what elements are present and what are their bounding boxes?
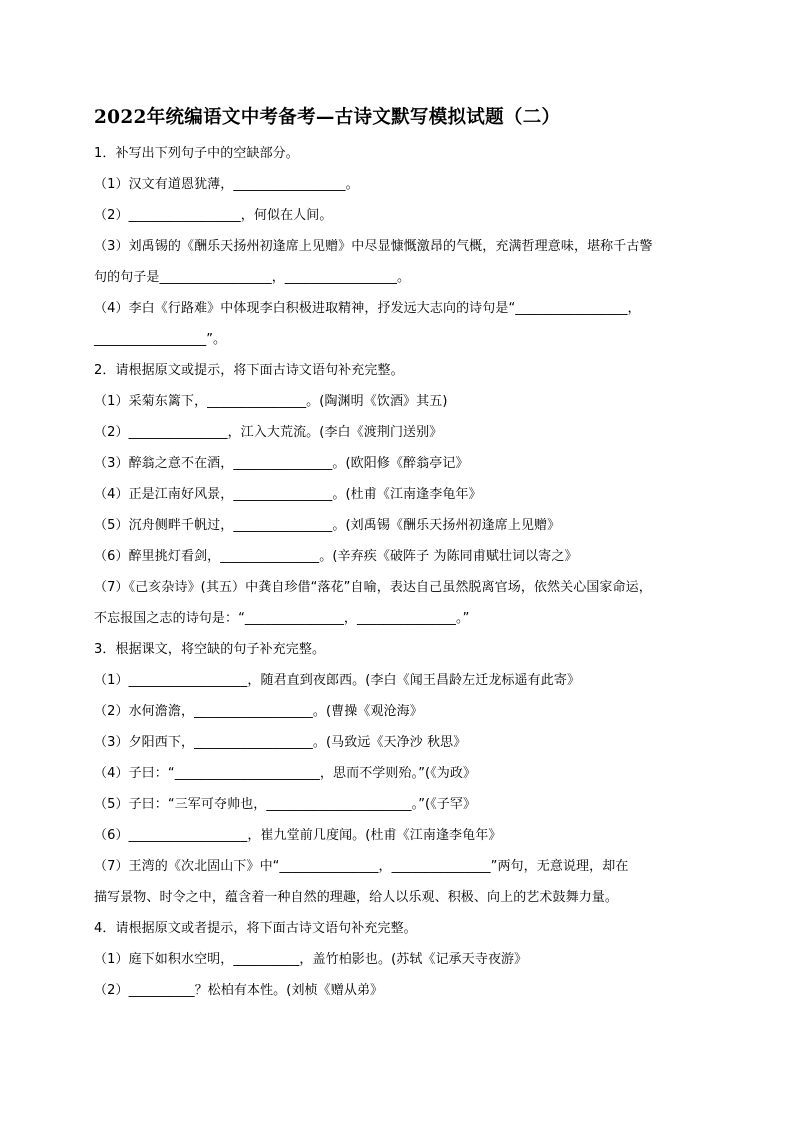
- question-4-heading: 4．请根据原文或者提示，将下面古诗文语句补充完整。: [94, 921, 417, 936]
- question-3-item-5: （5）子曰：“三军可夺帅也，______________________。”(《子罕》: [94, 797, 477, 812]
- question-2-item-6: （6）醉里挑灯看剑，_______________。(辛弃疾《破阵子 为陈同甫赋壮词以寄之》: [94, 549, 578, 564]
- question-4-item-2: （2）__________？松柏有本性。(刘桢《赠从弟》: [94, 983, 384, 998]
- question-1-item-4-continued: _________________”。: [94, 332, 227, 347]
- question-2-item-7: （7）《己亥杂诗》(其五）中龚自珍借“落花”自喻，表达自己虽然脱离官场，依然关心国家命运，: [94, 580, 652, 595]
- question-2-item-4: （4）正是江南好风景，_______________。(杜甫《江南逢李龟年》: [94, 487, 482, 502]
- question-1-item-4: （4）李白《行路难》中体现李白积极进取精神，抒发远大志向的诗句是“_________________，: [94, 301, 641, 316]
- question-1-item-3-continued: 句的句子是_________________，_________________。: [94, 270, 411, 285]
- question-2-heading: 2．请根据原文或提示，将下面古诗文语句补充完整。: [94, 363, 404, 378]
- question-3-item-3: （3）夕阳西下，__________________。(马致远《天净沙 秋思》: [94, 735, 467, 750]
- page-title: 2022年统编语文中考备考—古诗文默写模拟试题（二）: [94, 107, 561, 128]
- question-1-heading: 1．补写出下列句子中的空缺部分。: [94, 146, 299, 161]
- question-3-item-6: （6）__________________，崔九堂前几度闻。(杜甫《江南逢李龟年》: [94, 828, 502, 843]
- question-3-item-1: （1）__________________，随君直到夜郎西。(李白《闻王昌龄左迁龙标遥有此寄》: [94, 673, 581, 688]
- question-3-heading: 3．根据课文，将空缺的句子补充完整。: [94, 642, 326, 657]
- question-2-item-3: （3）醉翁之意不在酒，_______________。(欧阳修《醉翁亭记》: [94, 456, 469, 471]
- question-3-item-7: （7）王湾的《次北固山下》中“_______________，_______________”两句，无意说理，却在: [94, 859, 629, 874]
- question-1-item-2: （2）_________________，何似在人间。: [94, 208, 333, 223]
- question-1-item-3: （3）刘禹锡的《酬乐天扬州初逢席上见赠》中尽显慷慨激昂的气概，充满哲理意味，堪称千古警: [94, 239, 653, 254]
- question-1-item-1: （1）汉文有道恩犹薄，_________________。: [94, 177, 359, 192]
- question-3-item-7-continued: 描写景物、时令之中，蕴含着一种自然的理趣，给人以乐观、积极、向上的艺术鼓舞力量。: [94, 890, 619, 905]
- question-2-item-5: （5）沉舟侧畔千帆过，_______________。(刘禹锡《酬乐天扬州初逢席上见赠》: [94, 518, 561, 533]
- question-2-item-1: （1）采菊东篱下，_______________。(陶渊明《饮酒》其五): [94, 394, 448, 409]
- question-3-item-2: （2）水何澹澹，__________________。(曹操《观沧海》: [94, 704, 423, 719]
- question-2-item-7-continued: 不忘报国之志的诗句是：“_______________，_______________。”: [94, 611, 470, 626]
- question-2-item-2: （2）_______________，江入大荒流。(李白《渡荆门送别》: [94, 425, 443, 440]
- question-4-item-1: （1）庭下如积水空明，__________，盖竹柏影也。(苏轼《记承天寺夜游》: [94, 952, 528, 967]
- question-3-item-4: （4）子曰：“______________________，思而不学则殆。”(《为政》: [94, 766, 477, 781]
